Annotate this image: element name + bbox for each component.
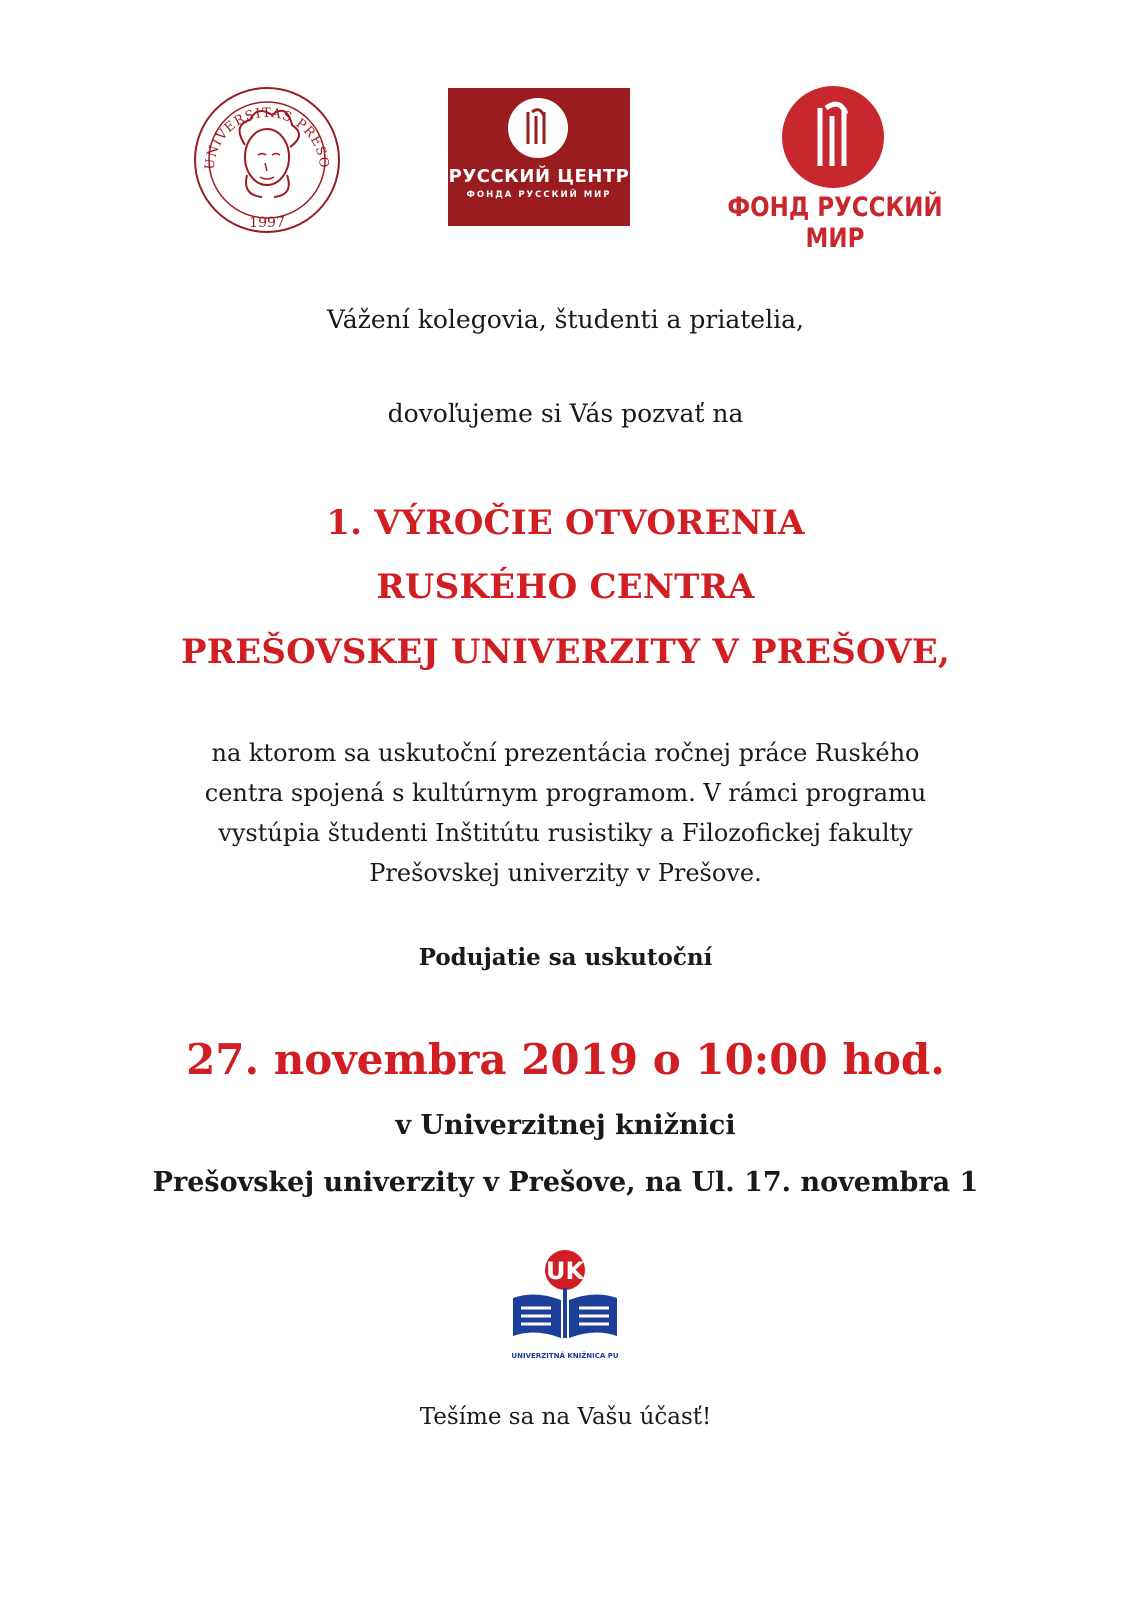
russian-center-title: РУССКИЙ ЦЕНТР xyxy=(448,166,630,187)
library-letters: UK xyxy=(545,1257,585,1285)
university-library-logo xyxy=(505,1248,625,1366)
description-line: centra spojená s kultúrnym programom. V rámci programu xyxy=(204,779,927,807)
russkiy-mir-monogram-icon xyxy=(782,86,884,188)
venue-address: Prešovskej univerzity v Prešove, na Ul. 17. novembra 1 xyxy=(152,1167,979,1198)
event-date-time: 27. novembra 2019 o 10:00 hod. xyxy=(186,1035,945,1084)
russkiy-mir-monogram-icon xyxy=(508,98,568,158)
event-title-line: RUSKÉHO CENTRA xyxy=(376,567,755,607)
description-line: na ktorom sa uskutoční prezentácia ročnej práce Ruského xyxy=(211,739,920,767)
greeting: Vážení kolegovia, študenti a priatelia, xyxy=(327,305,804,334)
seal-text: UNIVERSITAS PRESO xyxy=(202,105,332,171)
library-caption: UNIVERZITNÁ KNIŽNICA PU xyxy=(511,1352,619,1360)
closing-text: Tešíme sa na Vašu účasť! xyxy=(419,1404,712,1430)
university-seal-logo xyxy=(192,85,342,235)
seal-year: 1997 xyxy=(249,215,285,231)
open-book-hands-icon xyxy=(505,1248,625,1366)
russkiy-mir-fund-title: ФОНД РУССКИЙ МИР xyxy=(727,192,943,254)
event-title-line: 1. VÝROČIE OTVORENIA xyxy=(326,503,805,543)
event-note: Podujatie sa uskutoční xyxy=(418,944,713,971)
russian-center-subtitle: ФОНДА РУССКИЙ МИР xyxy=(466,190,612,200)
event-description xyxy=(150,733,981,893)
invite-text: dovoľujeme si Vás pozvať na xyxy=(387,399,744,428)
svg-text:UNIVERSITAS PRESOVIENSIS xyxy=(192,85,331,170)
event-title-line: PREŠOVSKEJ UNIVERZITY V PREŠOVE, xyxy=(180,632,950,672)
russian-center-logo xyxy=(448,88,630,226)
russkiy-mir-fund-logo xyxy=(700,80,970,254)
university-seal-icon xyxy=(192,85,342,235)
description-line: vystúpia študenti Inštitútu rusistiky a Filozofickej fakulty xyxy=(218,819,913,847)
description-line: Prešovskej univerzity v Prešove. xyxy=(369,859,762,887)
venue-line: v Univerzitnej knižnici xyxy=(395,1110,736,1141)
